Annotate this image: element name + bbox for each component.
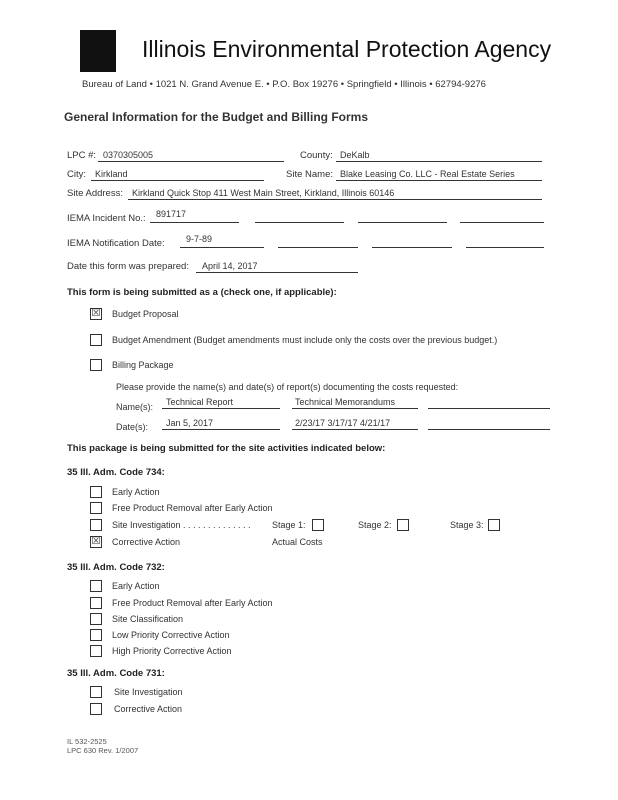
code-732-heading: 35 Ill. Adm. Code 732:	[67, 562, 165, 573]
code-732-low-priority-label: Low Priority Corrective Action	[112, 630, 230, 640]
code-734-heading: 35 Ill. Adm. Code 734:	[67, 467, 165, 478]
stage-1-label: Stage 1:	[272, 520, 306, 530]
date-prepared-value[interactable]: April 14, 2017	[202, 261, 258, 271]
actual-costs-label: Actual Costs	[272, 537, 323, 547]
city-label: City:	[67, 169, 86, 180]
iema-incident-underline-4	[460, 222, 544, 223]
code-734-site-investigation-checkbox[interactable]	[90, 519, 102, 531]
code-734-early-action-checkbox[interactable]	[90, 486, 102, 498]
code-732-early-action-checkbox[interactable]	[90, 580, 102, 592]
report-name-3-underline	[428, 408, 550, 409]
iema-incident-label: IEMA Incident No.:	[67, 213, 146, 224]
footer-revision: LPC 630 Rev. 1/2007	[67, 746, 139, 755]
budget-amendment-label: Budget Amendment (Budget amendments must include only the costs over the previous budget.)	[112, 335, 498, 345]
budget-proposal-checkbox[interactable]: ☒	[91, 308, 101, 319]
stage-3-label: Stage 3:	[450, 520, 484, 530]
code-732-high-priority-checkbox[interactable]	[90, 645, 102, 657]
code-734-early-action-label: Early Action	[112, 487, 160, 497]
report-name-1[interactable]: Technical Report	[166, 397, 234, 407]
iema-notification-underline-1	[180, 247, 264, 248]
code-734-free-product-checkbox[interactable]	[90, 502, 102, 514]
budget-amendment-checkbox[interactable]	[90, 334, 102, 346]
budget-proposal-label: Budget Proposal	[112, 309, 179, 319]
stage-2-label: Stage 2:	[358, 520, 392, 530]
site-address-underline	[128, 199, 542, 200]
report-name-2[interactable]: Technical Memorandums	[295, 397, 396, 407]
agency-name: Illinois Environmental Protection Agency	[142, 36, 552, 62]
site-name-underline	[336, 180, 542, 181]
site-address-value[interactable]: Kirkland Quick Stop 411 West Main Street, Kirkland, Illinois 60146	[132, 188, 395, 198]
footer-form-number: IL 532-2525	[67, 737, 107, 746]
iema-notification-underline-4	[466, 247, 544, 248]
agency-address: Bureau of Land • 1021 N. Grand Avenue E. • P.O. Box 19276 • Springfield • Illinois • 62794-9276	[82, 79, 486, 90]
date-prepared-label: Date this form was prepared:	[67, 261, 189, 272]
report-date-3-underline	[428, 429, 550, 430]
county-underline	[336, 161, 542, 162]
site-name-label: Site Name:	[286, 169, 333, 180]
submission-heading: This form is being submitted as a (check one, if applicable):	[67, 287, 337, 298]
iema-incident-underline-1	[150, 222, 239, 223]
code-731-corrective-action-checkbox[interactable]	[90, 703, 102, 715]
county-value[interactable]: DeKalb	[340, 150, 370, 160]
code-732-site-classification-checkbox[interactable]	[90, 613, 102, 625]
code-734-site-investigation-label: Site Investigation . . . . . . . . . . . . . .	[112, 520, 251, 530]
code-731-corrective-action-label: Corrective Action	[114, 704, 183, 714]
iema-notification-underline-2	[278, 247, 358, 248]
iema-notification-value[interactable]: 9-7-89	[186, 234, 213, 244]
iema-incident-value[interactable]: 891717	[156, 209, 187, 219]
code-732-free-product-label: Free Product Removal after Early Action	[112, 598, 273, 608]
stage-3-checkbox[interactable]	[488, 519, 500, 531]
report-names-label: Name(s):	[116, 402, 154, 412]
reports-prompt: Please provide the name(s) and date(s) of report(s) documenting the costs requested:	[116, 382, 459, 392]
report-date-2[interactable]: 2/23/17 3/17/17 4/21/17	[295, 418, 391, 428]
report-dates-label: Date(s):	[116, 422, 149, 432]
code-732-high-priority-label: High Priority Corrective Action	[112, 646, 232, 656]
lpc-underline	[98, 161, 284, 162]
iema-incident-underline-2	[255, 222, 344, 223]
code-731-heading: 35 Ill. Adm. Code 731:	[67, 668, 165, 679]
billing-package-checkbox[interactable]	[90, 359, 102, 371]
code-734-corrective-action-checkbox[interactable]: ☒	[91, 536, 101, 547]
county-label: County:	[300, 150, 333, 161]
code-734-free-product-label: Free Product Removal after Early Action	[112, 503, 273, 513]
form-title: General Information for the Budget and Billing Forms	[64, 110, 369, 124]
report-name-2-underline	[292, 408, 418, 409]
code-732-free-product-checkbox[interactable]	[90, 597, 102, 609]
stage-2-checkbox[interactable]	[397, 519, 409, 531]
stage-1-checkbox[interactable]	[312, 519, 324, 531]
billing-package-label: Billing Package	[112, 360, 174, 370]
report-date-1-underline	[162, 429, 280, 430]
report-date-2-underline	[292, 429, 418, 430]
activities-heading: This package is being submitted for the site activities indicated below:	[67, 443, 386, 454]
report-name-1-underline	[162, 408, 280, 409]
code-734-corrective-action-label: Corrective Action	[112, 537, 181, 547]
report-date-1[interactable]: Jan 5, 2017	[166, 418, 214, 428]
iema-notification-underline-3	[372, 247, 452, 248]
iema-notification-label: IEMA Notification Date:	[67, 238, 165, 249]
city-value[interactable]: Kirkland	[95, 169, 128, 179]
site-address-label: Site Address:	[67, 188, 123, 199]
lpc-label: LPC #:	[67, 150, 97, 161]
code-732-early-action-label: Early Action	[112, 581, 160, 591]
code-731-site-investigation-checkbox[interactable]	[90, 686, 102, 698]
city-underline	[91, 180, 264, 181]
site-name-value[interactable]: Blake Leasing Co. LLC - Real Estate Series	[340, 169, 515, 179]
date-prepared-underline	[196, 272, 358, 273]
lpc-value[interactable]: 0370305005	[103, 150, 154, 160]
code-731-site-investigation-label: Site Investigation	[114, 687, 183, 697]
code-732-site-classification-label: Site Classification	[112, 614, 184, 624]
iema-incident-underline-3	[358, 222, 447, 223]
code-732-low-priority-checkbox[interactable]	[90, 629, 102, 641]
agency-logo-block	[80, 30, 116, 72]
